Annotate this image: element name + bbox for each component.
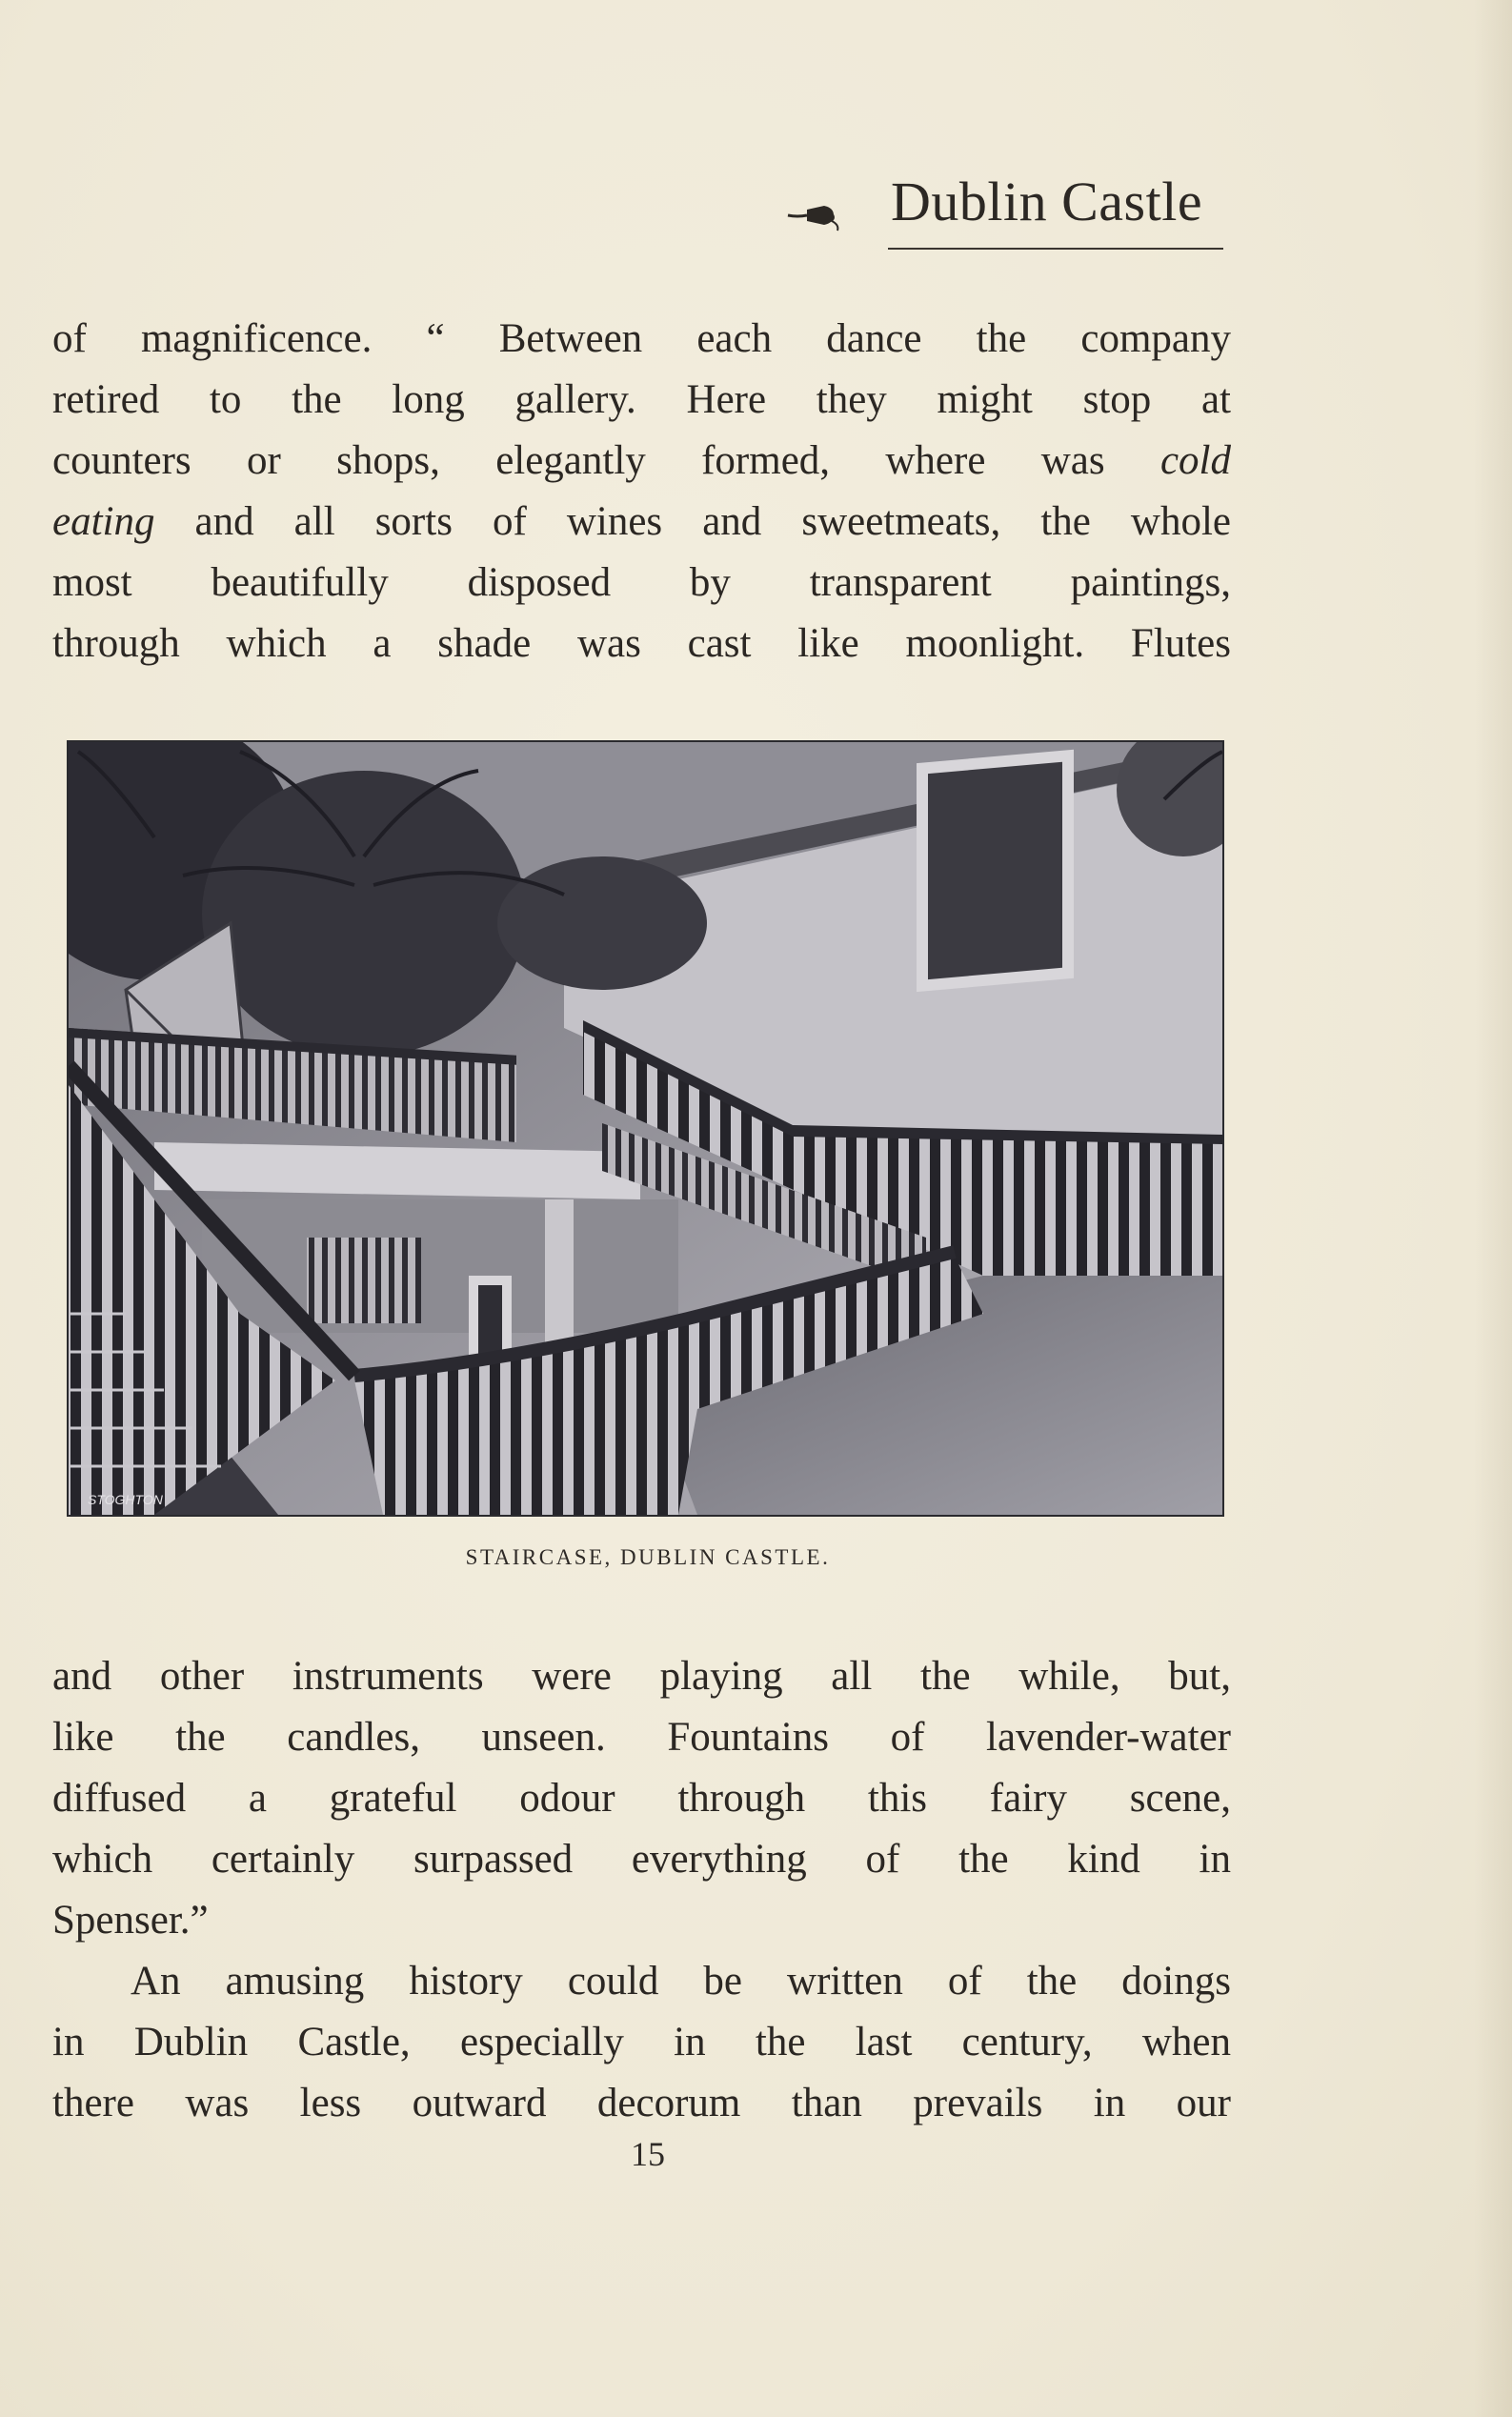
paragraph-top <box>52 309 1231 675</box>
italic-word: cold <box>1159 438 1231 483</box>
staircase-illustration <box>69 742 1222 1515</box>
text-line: eating and all sorts of wines and sweetmeats, the whole <box>52 499 1231 544</box>
pointing-hand-icon <box>786 196 843 234</box>
page-number: 15 <box>631 2135 665 2173</box>
text-line: most beautifully disposed by transparent paintings, <box>52 560 1231 605</box>
page-edge-shadow <box>1474 0 1512 2417</box>
header-title: Dublin Castle <box>891 171 1203 232</box>
text-line: retired to the long gallery. Here they might stop at <box>52 377 1231 422</box>
paragraph-next <box>52 1951 1231 2134</box>
text-line: diffused a grateful odour through this fairy scene, <box>52 1776 1231 1821</box>
text-line: of magnificence. “ Between each dance the company <box>52 316 1231 361</box>
text-line: through which a shade was cast like moonlight. Flutes <box>52 621 1231 666</box>
text-line: like the candles, unseen. Fountains of lavender-water <box>52 1715 1231 1760</box>
running-header <box>781 170 1229 255</box>
figure-caption: STAIRCASE, DUBLIN CASTLE. <box>465 1545 831 1569</box>
text-line: counters or shops, elegantly formed, where was cold <box>52 438 1231 483</box>
header-rule <box>888 248 1223 250</box>
staircase-photograph <box>67 740 1224 1517</box>
italic-word: eating <box>52 499 155 544</box>
text-line: and other instruments were playing all the while, but, <box>52 1654 1231 1699</box>
text-line: there was less outward decorum than prevails in our <box>52 2081 1231 2125</box>
text-line: Spenser.” <box>52 1898 209 1943</box>
engraver-signature: STOGHTON <box>88 1492 163 1507</box>
text-line: An amusing history could be written of the doings <box>131 1959 1231 2004</box>
text-line: in Dublin Castle, especially in the last century, when <box>52 2020 1231 2065</box>
paragraph-bottom <box>52 1646 1231 1951</box>
text-line: which certainly surpassed everything of the kind in <box>52 1837 1231 1882</box>
